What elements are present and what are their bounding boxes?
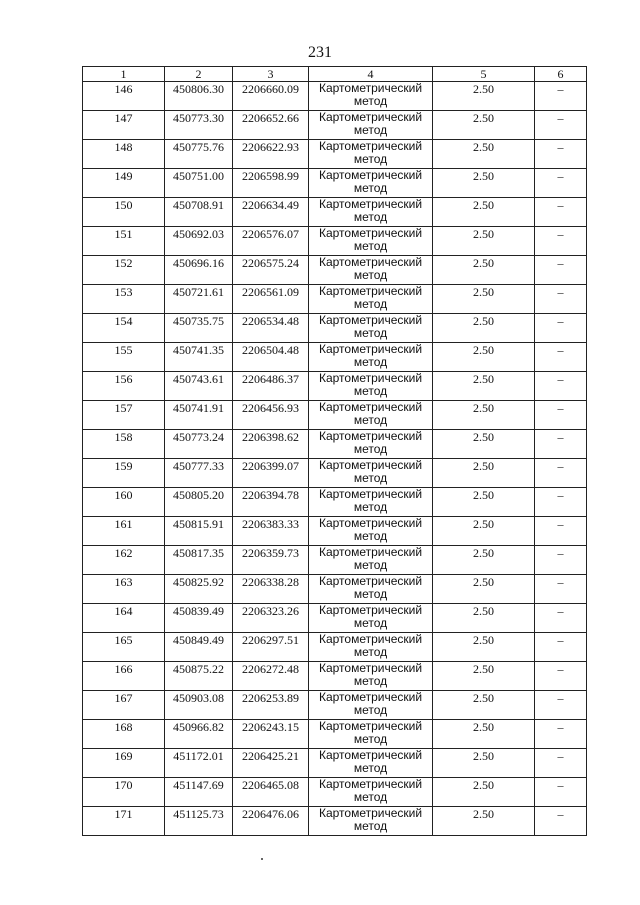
note-cell: – — [535, 430, 587, 459]
coordinate-y-cell: 2206634.49 — [233, 198, 309, 227]
note-cell: – — [535, 604, 587, 633]
accuracy-cell: 2.50 — [433, 372, 535, 401]
coordinate-x-cell: 450735.75 — [165, 314, 233, 343]
coordinate-y-cell: 2206660.09 — [233, 82, 309, 111]
method-line-2: метод — [353, 355, 388, 369]
coordinate-y-cell: 2206652.66 — [233, 111, 309, 140]
point-number-cell: 169 — [83, 749, 165, 778]
point-number-cell: 158 — [83, 430, 165, 459]
table-row — [83, 111, 587, 140]
method-cell — [309, 517, 433, 546]
coordinate-y-cell: 2206398.62 — [233, 430, 309, 459]
method-line-2: метод — [353, 123, 388, 137]
method-cell — [309, 604, 433, 633]
method-line-2: метод — [353, 587, 388, 601]
accuracy-cell: 2.50 — [433, 430, 535, 459]
point-number-cell: 155 — [83, 343, 165, 372]
method-line-2: метод — [353, 442, 388, 456]
note-cell: – — [535, 633, 587, 662]
coordinate-y-cell: 2206323.26 — [233, 604, 309, 633]
accuracy-cell: 2.50 — [433, 111, 535, 140]
method-cell — [309, 343, 433, 372]
method-line-2: метод — [353, 181, 388, 195]
note-cell: – — [535, 488, 587, 517]
accuracy-cell: 2.50 — [433, 691, 535, 720]
method-cell — [309, 459, 433, 488]
method-line-2: метод — [353, 616, 388, 630]
point-number-cell: 149 — [83, 169, 165, 198]
method-line-1: Картометрический — [318, 110, 423, 124]
accuracy-cell: 2.50 — [433, 459, 535, 488]
table-row — [83, 488, 587, 517]
method-cell — [309, 314, 433, 343]
coordinate-y-cell: 2206534.48 — [233, 314, 309, 343]
method-line-1: Картометрический — [318, 487, 423, 501]
table-row — [83, 82, 587, 111]
coordinate-x-cell: 450751.00 — [165, 169, 233, 198]
point-number-cell: 147 — [83, 111, 165, 140]
accuracy-cell: 2.50 — [433, 778, 535, 807]
method-line-1: Картометрический — [318, 777, 423, 791]
method-cell — [309, 691, 433, 720]
method-line-1: Картометрический — [318, 313, 423, 327]
table-row — [83, 198, 587, 227]
coordinates-table — [82, 66, 587, 836]
method-line-2: метод — [353, 819, 388, 833]
coordinate-y-cell: 2206622.93 — [233, 140, 309, 169]
method-line-1: Картометрический — [318, 574, 423, 588]
table-row — [83, 140, 587, 169]
method-cell — [309, 633, 433, 662]
method-line-2: метод — [353, 703, 388, 717]
coordinate-x-cell: 450875.22 — [165, 662, 233, 691]
method-cell — [309, 488, 433, 517]
note-cell: – — [535, 227, 587, 256]
coordinate-y-cell: 2206561.09 — [233, 285, 309, 314]
note-cell: – — [535, 517, 587, 546]
method-cell — [309, 169, 433, 198]
method-line-2: метод — [353, 558, 388, 572]
column-header-6: 6 — [535, 67, 587, 82]
header-row — [83, 67, 587, 82]
coordinate-y-cell: 2206253.89 — [233, 691, 309, 720]
table-row — [83, 169, 587, 198]
method-cell — [309, 807, 433, 836]
coordinate-x-cell: 450777.33 — [165, 459, 233, 488]
method-line-1: Картометрический — [318, 603, 423, 617]
coordinate-x-cell: 450805.20 — [165, 488, 233, 517]
method-line-1: Картометрический — [318, 690, 423, 704]
note-cell: – — [535, 285, 587, 314]
accuracy-cell: 2.50 — [433, 488, 535, 517]
point-number-cell: 168 — [83, 720, 165, 749]
table-row — [83, 691, 587, 720]
method-line-1: Картометрический — [318, 545, 423, 559]
coordinate-x-cell: 451172.01 — [165, 749, 233, 778]
accuracy-cell: 2.50 — [433, 749, 535, 778]
coordinate-y-cell: 2206272.48 — [233, 662, 309, 691]
point-number-cell: 167 — [83, 691, 165, 720]
point-number-cell: 157 — [83, 401, 165, 430]
coordinate-x-cell: 450741.35 — [165, 343, 233, 372]
note-cell: – — [535, 82, 587, 111]
coordinate-x-cell: 451147.69 — [165, 778, 233, 807]
method-cell — [309, 430, 433, 459]
note-cell: – — [535, 691, 587, 720]
table-row — [83, 807, 587, 836]
coordinate-x-cell: 450815.91 — [165, 517, 233, 546]
coordinate-y-cell: 2206476.06 — [233, 807, 309, 836]
column-header-4: 4 — [309, 67, 433, 82]
method-line-2: метод — [353, 471, 388, 485]
coordinate-y-cell: 2206456.93 — [233, 401, 309, 430]
coordinate-x-cell: 450806.30 — [165, 82, 233, 111]
method-line-1: Картометрический — [318, 168, 423, 182]
method-cell — [309, 749, 433, 778]
method-cell — [309, 401, 433, 430]
page-number: 231 — [308, 44, 332, 61]
scan-speck — [261, 858, 263, 860]
coordinate-x-cell: 450773.24 — [165, 430, 233, 459]
point-number-cell: 153 — [83, 285, 165, 314]
coordinate-y-cell: 2206243.15 — [233, 720, 309, 749]
coordinate-x-cell: 450741.91 — [165, 401, 233, 430]
method-line-1: Картометрический — [318, 748, 423, 762]
note-cell: – — [535, 372, 587, 401]
point-number-cell: 159 — [83, 459, 165, 488]
column-header-5: 5 — [433, 67, 535, 82]
method-line-2: метод — [353, 500, 388, 514]
method-line-1: Картометрический — [318, 81, 423, 95]
method-line-2: метод — [353, 268, 388, 282]
method-line-2: метод — [353, 297, 388, 311]
coordinate-x-cell: 450903.08 — [165, 691, 233, 720]
coordinate-x-cell: 451125.73 — [165, 807, 233, 836]
table-row — [83, 227, 587, 256]
coordinate-y-cell: 2206598.99 — [233, 169, 309, 198]
method-line-1: Картометрический — [318, 284, 423, 298]
method-line-1: Картометрический — [318, 197, 423, 211]
method-cell — [309, 82, 433, 111]
point-number-cell: 163 — [83, 575, 165, 604]
method-line-2: метод — [353, 529, 388, 543]
table-row — [83, 314, 587, 343]
accuracy-cell: 2.50 — [433, 720, 535, 749]
note-cell: – — [535, 807, 587, 836]
accuracy-cell: 2.50 — [433, 401, 535, 430]
point-number-cell: 151 — [83, 227, 165, 256]
method-cell — [309, 778, 433, 807]
table-row — [83, 372, 587, 401]
note-cell: – — [535, 575, 587, 604]
table-row — [83, 256, 587, 285]
note-cell: – — [535, 401, 587, 430]
method-line-2: метод — [353, 761, 388, 775]
coordinate-x-cell: 450775.76 — [165, 140, 233, 169]
coordinate-y-cell: 2206394.78 — [233, 488, 309, 517]
method-line-1: Картометрический — [318, 661, 423, 675]
note-cell: – — [535, 749, 587, 778]
note-cell: – — [535, 169, 587, 198]
method-line-1: Картометрический — [318, 429, 423, 443]
note-cell: – — [535, 546, 587, 575]
table-row — [83, 546, 587, 575]
method-line-2: метод — [353, 790, 388, 804]
method-cell — [309, 720, 433, 749]
point-number-cell: 170 — [83, 778, 165, 807]
table-row — [83, 343, 587, 372]
column-header-1: 1 — [83, 67, 165, 82]
method-line-2: метод — [353, 94, 388, 108]
method-line-2: метод — [353, 413, 388, 427]
method-cell — [309, 256, 433, 285]
method-line-1: Картометрический — [318, 806, 423, 820]
coordinate-y-cell: 2206425.21 — [233, 749, 309, 778]
method-line-1: Картометрический — [318, 342, 423, 356]
note-cell: – — [535, 662, 587, 691]
point-number-cell: 154 — [83, 314, 165, 343]
method-cell — [309, 140, 433, 169]
accuracy-cell: 2.50 — [433, 82, 535, 111]
coordinate-x-cell: 450839.49 — [165, 604, 233, 633]
point-number-cell: 165 — [83, 633, 165, 662]
method-line-1: Картометрический — [318, 255, 423, 269]
method-cell — [309, 111, 433, 140]
table-row — [83, 575, 587, 604]
method-line-2: метод — [353, 326, 388, 340]
point-number-cell: 160 — [83, 488, 165, 517]
method-line-1: Картометрический — [318, 458, 423, 472]
coordinate-x-cell: 450708.91 — [165, 198, 233, 227]
table-row — [83, 720, 587, 749]
method-line-1: Картометрический — [318, 139, 423, 153]
coordinate-y-cell: 2206486.37 — [233, 372, 309, 401]
table-row — [83, 604, 587, 633]
coordinate-y-cell: 2206359.73 — [233, 546, 309, 575]
table-body — [83, 82, 587, 836]
accuracy-cell: 2.50 — [433, 633, 535, 662]
method-cell — [309, 198, 433, 227]
note-cell: – — [535, 720, 587, 749]
coordinate-y-cell: 2206383.33 — [233, 517, 309, 546]
accuracy-cell: 2.50 — [433, 343, 535, 372]
coordinate-x-cell: 450692.03 — [165, 227, 233, 256]
point-number-cell: 152 — [83, 256, 165, 285]
coordinate-x-cell: 450817.35 — [165, 546, 233, 575]
table-row — [83, 517, 587, 546]
method-line-1: Картометрический — [318, 632, 423, 646]
note-cell: – — [535, 343, 587, 372]
coordinate-y-cell: 2206504.48 — [233, 343, 309, 372]
note-cell: – — [535, 111, 587, 140]
coordinate-y-cell: 2206575.24 — [233, 256, 309, 285]
accuracy-cell: 2.50 — [433, 662, 535, 691]
method-line-1: Картометрический — [318, 719, 423, 733]
note-cell: – — [535, 256, 587, 285]
method-line-2: метод — [353, 732, 388, 746]
coordinate-y-cell: 2206465.08 — [233, 778, 309, 807]
table-row — [83, 430, 587, 459]
column-header-3: 3 — [233, 67, 309, 82]
coordinate-y-cell: 2206399.07 — [233, 459, 309, 488]
method-line-2: метод — [353, 384, 388, 398]
accuracy-cell: 2.50 — [433, 546, 535, 575]
coordinate-y-cell: 2206338.28 — [233, 575, 309, 604]
point-number-cell: 164 — [83, 604, 165, 633]
method-line-2: метод — [353, 152, 388, 166]
point-number-cell: 146 — [83, 82, 165, 111]
coordinate-x-cell: 450849.49 — [165, 633, 233, 662]
method-line-2: метод — [353, 645, 388, 659]
method-line-1: Картометрический — [318, 516, 423, 530]
note-cell: – — [535, 778, 587, 807]
method-line-1: Картометрический — [318, 400, 423, 414]
point-number-cell: 166 — [83, 662, 165, 691]
accuracy-cell: 2.50 — [433, 227, 535, 256]
table-row — [83, 749, 587, 778]
note-cell: – — [535, 198, 587, 227]
table-row — [83, 633, 587, 662]
accuracy-cell: 2.50 — [433, 314, 535, 343]
method-line-1: Картометрический — [318, 226, 423, 240]
coordinate-x-cell: 450743.61 — [165, 372, 233, 401]
coordinate-x-cell: 450825.92 — [165, 575, 233, 604]
table-row — [83, 778, 587, 807]
coordinate-x-cell: 450721.61 — [165, 285, 233, 314]
coordinate-x-cell: 450966.82 — [165, 720, 233, 749]
point-number-cell: 148 — [83, 140, 165, 169]
method-cell — [309, 372, 433, 401]
point-number-cell: 156 — [83, 372, 165, 401]
accuracy-cell: 2.50 — [433, 807, 535, 836]
accuracy-cell: 2.50 — [433, 604, 535, 633]
accuracy-cell: 2.50 — [433, 517, 535, 546]
table-row — [83, 401, 587, 430]
method-line-2: метод — [353, 674, 388, 688]
note-cell: – — [535, 140, 587, 169]
coordinate-y-cell: 2206576.07 — [233, 227, 309, 256]
table-row — [83, 662, 587, 691]
method-line-2: метод — [353, 210, 388, 224]
method-cell — [309, 662, 433, 691]
coordinate-y-cell: 2206297.51 — [233, 633, 309, 662]
method-cell — [309, 575, 433, 604]
coordinate-x-cell: 450696.16 — [165, 256, 233, 285]
accuracy-cell: 2.50 — [433, 140, 535, 169]
method-line-1: Картометрический — [318, 371, 423, 385]
method-cell — [309, 227, 433, 256]
point-number-cell: 171 — [83, 807, 165, 836]
point-number-cell: 161 — [83, 517, 165, 546]
point-number-cell: 162 — [83, 546, 165, 575]
method-cell — [309, 546, 433, 575]
accuracy-cell: 2.50 — [433, 285, 535, 314]
method-cell — [309, 285, 433, 314]
accuracy-cell: 2.50 — [433, 575, 535, 604]
note-cell: – — [535, 459, 587, 488]
accuracy-cell: 2.50 — [433, 256, 535, 285]
note-cell: – — [535, 314, 587, 343]
point-number-cell: 150 — [83, 198, 165, 227]
accuracy-cell: 2.50 — [433, 198, 535, 227]
coordinate-x-cell: 450773.30 — [165, 111, 233, 140]
column-header-2: 2 — [165, 67, 233, 82]
method-line-2: метод — [353, 239, 388, 253]
table-row — [83, 285, 587, 314]
table-row — [83, 459, 587, 488]
accuracy-cell: 2.50 — [433, 169, 535, 198]
